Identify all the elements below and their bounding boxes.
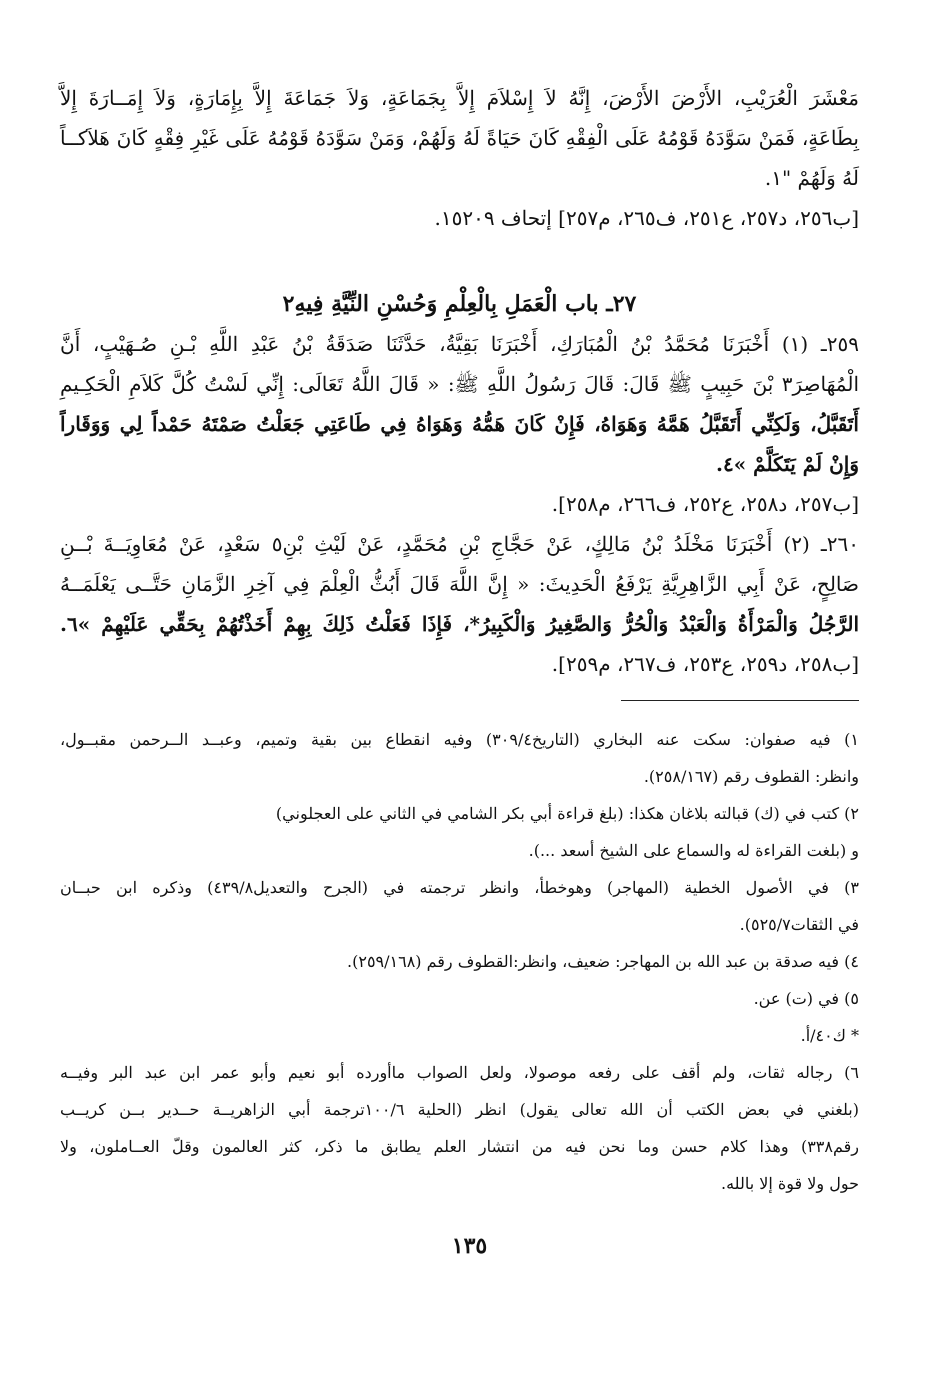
- footnote-line: و (بلغت القراءة له والسماع على الشيخ أسعد ...).: [528, 841, 859, 860]
- source-reference: [ب٢٥٧، د٢٥٨، ع٢٥٢، ف٢٦٦، م٢٥٨].: [551, 492, 859, 516]
- hadith-260: [60, 524, 859, 684]
- footnotes: [60, 721, 859, 1202]
- footnote-line: ٥) في (ت) عن.: [753, 989, 859, 1008]
- footnote-line: حول ولا قوة إلا بالله.: [720, 1174, 859, 1193]
- text-line: لَهُ وَلَهُمْ "١.: [764, 166, 859, 190]
- text-line: صَالِحٍ، عَنْ أَبِي الزَّاهِرِيَّةِ يَرْفَعُ الْحَدِيثَ: « إِنَّ اللَّهَ قَالَ أَبُثُّ الْعِلْمَ فِي آخِرِ الزَّمَانِ حَتَّــى يَعْلَمَــهُ: [60, 572, 859, 596]
- source-reference: [ب٢٥٦، د٢٥٧، ع٢٥١، ف٢٦٥، م٢٥٧] إتحاف ١٥٢٠٩.: [434, 206, 859, 230]
- footnote-line: في الثقات٥٢٥/٧).: [739, 915, 859, 934]
- footnote-line: رقم٣٣٨) وهذا كلام حسن وما نحن فيه من انتشار العلم يطابق ما ذكر، كثر العالمون وقلّ العــاملون، ولا: [60, 1137, 859, 1156]
- footnote-line: ٢) كتب في (ك) قبالته بلاغان هكذا: (بلغ قراءة أبي بكر الشامي في الثاني على العجلوني): [275, 804, 859, 823]
- text-line: ٢٦٠ـ (٢) أَخْبَرَنَا مَخْلَدُ بْنُ مَالِكٍ، عَنْ حَجَّاجِ بْنِ مُحَمَّدٍ، عَنْ لَيْثِ بْنِ٥ سَعْدٍ، عَنْ مُعَاوِيَــةَ بْــنِ: [60, 532, 859, 556]
- hadith-259: [60, 324, 859, 524]
- footnote-line: * ك٤٠/أ.: [800, 1026, 859, 1045]
- text-line: الرَّجُلُ وَالْمَرْأَةُ وَالْعَبْدُ وَالْحُرُّ وَالصَّغِيرُ وَالْكَبِيرُ*، فَإِذَا فَعَلْتُ ذَلِكَ بِهِمْ أَخَذْتُهُمْ بِحَقِّي عَلَيْهِمْ »٦.: [60, 612, 859, 636]
- footnote-separator: [621, 700, 859, 701]
- footnote-line: (بلغني في بعض الكتب أن الله تعالى يقول) انظر (الحلية ١٠٠/٦ترجمة أبي الزاهريــة حــدير بــن كريــب: [60, 1100, 859, 1119]
- text-line: ٢٥٩ـ (١) أَخْبَرَنَا مُحَمَّدُ بْنُ الْمُبَارَكِ، أَخْبَرَنَا بَقِيَّةُ، حَدَّثَنَا صَدَقَةُ بْنُ عَبْدِ اللَّهِ بْـنِ صُـهَيْبٍ، أَنَّ: [60, 332, 859, 356]
- text-line: وَإِنْ لَمْ يَتَكَلَّمْ »٤.: [716, 452, 859, 476]
- continuation-text: [60, 78, 859, 238]
- text-line: أَتَقَبَّلُ، وَلَكِنِّي أَتَقَبَّلُ هَمَّهُ وَهَوَاهُ، فَإِنْ كَانَ هَمُّهُ وَهَوَاهُ فِي طَاعَتِي جَعَلْتُ صَمْتَهُ حَمْداً لِي وَوَقَاراً: [60, 412, 859, 436]
- text-line: بِطَاعَةٍ، فَمَنْ سَوَّدَهُ قَوْمُهُ عَلَى الْفِقْهِ كَانَ حَيَاةً لَهُ وَلَهُمْ، وَمَنْ سَوَّدَهُ قَوْمُهُ عَلَى غَيْرِ فِقْهٍ كَانَ هَلاَكــاً: [60, 126, 859, 150]
- text-line: مَعْشَرَ الْعُرَيْبِ، الأَرْضَ الأَرْضَ، إِنَّهُ لاَ إِسْلاَمَ إِلاَّ بِجَمَاعَةٍ، وَلاَ جَمَاعَةَ إِلاَّ بِإِمَارَةٍ، وَلاَ إِمَــارَةَ إِلاَّ: [60, 86, 859, 110]
- footnote-line: ٤) فيه صدقة بن عبد الله بن المهاجر: ضعيف، وانظر:القطوف رقم (٢٥٩/١٦٨).: [347, 952, 859, 971]
- footnote-line: ٦) رجاله ثقات، ولم أقف على رفعه موصولا، ولعل الصواب ماأورده أبو نعيم وأبو عمر ابن عبد البر وفيــه: [60, 1063, 859, 1082]
- footnote-line: وانظر: القطوف رقم (٢٥٨/١٦٧).: [643, 767, 859, 786]
- page-number: ١٣٥: [451, 1233, 488, 1259]
- footnote-line: ١) فيه صفوان: سكت عنه البخاري (التاريخ٣٠٩/٤) وفيه انقطاع بين بقية وتميم، وعبــد الــرحمن مقبــول،: [60, 730, 860, 749]
- text-line: الْمُهَاصِرَ٣ بْنَ حَبِيبٍ ﷺ قَالَ: قَالَ رَسُولُ اللَّهِ ﷺ: « قَالَ اللَّهُ تَعَالَى: إِنِّي لَسْتُ كُلَّ كَلاَمِ الْحَكِـيمِ: [60, 372, 859, 396]
- chapter-heading: ٢٧ـ باب الْعَمَلِ بِالْعِلْمِ وَحُسْنِ النِّيَّةِ فِيهِ٢: [282, 291, 637, 317]
- source-reference: [ب٢٥٨، د٢٥٩، ع٢٥٣، ف٢٦٧، م٢٥٩].: [551, 652, 859, 676]
- footnote-line: ٣) في الأصول الخطية (المهاجر) وهوخطأ، وانظر ترجمته في (الجرح والتعديل٤٣٩/٨) وذكره ابن حبــان: [60, 878, 859, 897]
